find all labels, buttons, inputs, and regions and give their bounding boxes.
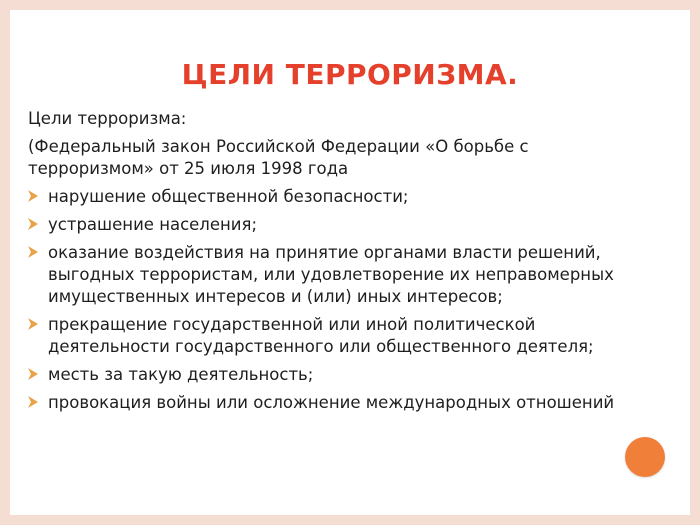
list-item-text: устрашение населения; [48, 215, 258, 234]
slide-content [28, 108, 618, 420]
list-item-text: месть за такую деятельность; [48, 365, 314, 384]
list-item [28, 392, 618, 414]
slide-title: ЦЕЛИ ТЕРРОРИЗМА. [181, 58, 519, 91]
source-text: (Федеральный закон Российской Федерации «О борьбе с терроризмом» от 25 июля 1998 года [28, 137, 529, 178]
arrow-bullet-icon [28, 246, 38, 258]
arrow-bullet-icon [28, 396, 38, 408]
arrow-bullet-icon [28, 190, 38, 202]
slide [10, 10, 690, 515]
list-item [28, 364, 618, 386]
list-item [28, 186, 618, 208]
list-item [28, 214, 618, 236]
intro-text: Цели терроризма: [28, 109, 187, 128]
list-item-text: прекращение государственной или иной политической деятельности государственного или общественного деятеля; [48, 315, 594, 356]
list-item-text: оказание воздействия на принятие органами власти решений, выгодных террористам, или удовлетворение их неправомерных имущественных интересов и (или) иных интересов; [48, 243, 614, 306]
list-item-text: провокация войны или осложнение международных отношений [48, 393, 615, 412]
list-item [28, 314, 618, 358]
arrow-bullet-icon [28, 218, 38, 230]
orange-circle-icon [625, 437, 665, 477]
goals-list [28, 186, 618, 414]
arrow-bullet-icon [28, 318, 38, 330]
list-item-text: нарушение общественной безопасности; [48, 187, 409, 206]
arrow-bullet-icon [28, 368, 38, 380]
list-item [28, 242, 618, 308]
